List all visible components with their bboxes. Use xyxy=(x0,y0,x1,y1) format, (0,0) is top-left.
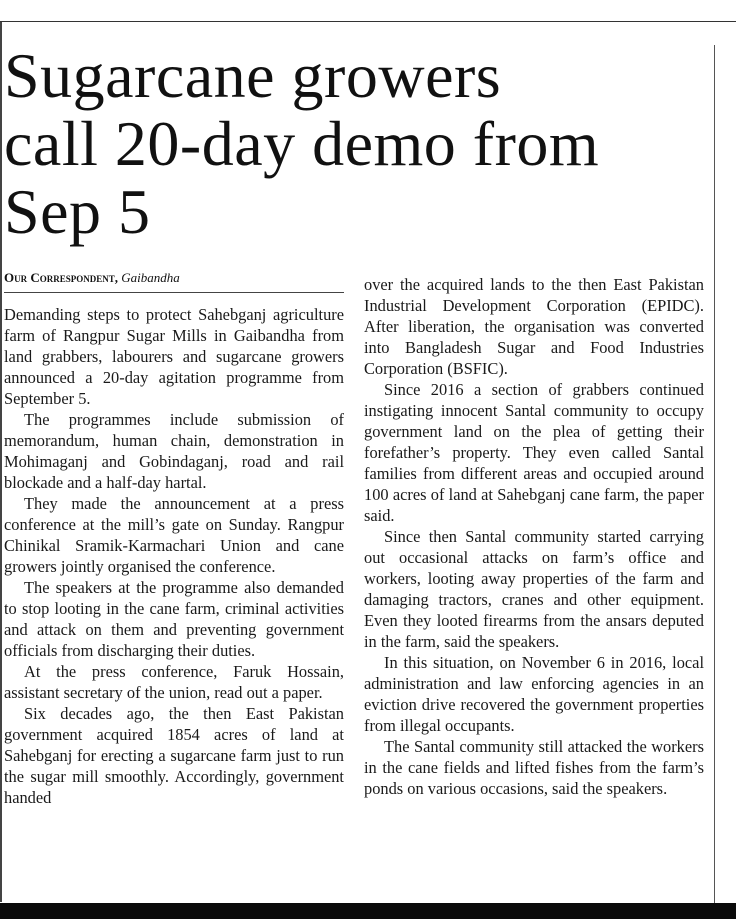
article-column-left xyxy=(4,304,344,808)
paragraph: The Santal community still attacked the workers in the cane fields and lifted fishes from the farm’s ponds on various occasions, said the speakers. xyxy=(364,737,704,798)
paragraph: In this situation, on November 6 in 2016, local administration and law enforcing agencies in an eviction drive recovered the government properties from illegal occupants. xyxy=(364,653,704,735)
paragraph: Since 2016 a section of grabbers continued instigating innocent Santal community to occupy government land on the plea of getting their forefather’s property. They even called Santal families from different areas and occupied around 100 acres of land at Sahebganj cane farm, the paper said. xyxy=(364,380,704,525)
paragraph: The programmes include submission of memorandum, human chain, demonstration in Mohimaganj and Gobindaganj, road and rail blockade and a half-day hartal. xyxy=(4,410,344,492)
paragraph: over the acquired lands to the then East Pakistan Industrial Development Corporation (EPIDC). After liberation, the organisation was converted into Bangladesh Sugar and Food Industries Corporation (BSFIC). xyxy=(364,275,704,378)
headline: Sugarcane growers call 20-day demo from Sep 5 xyxy=(4,40,600,247)
top-rule xyxy=(0,21,736,22)
left-edge-rule xyxy=(0,22,2,902)
paragraph: Demanding steps to protect Sahebganj agriculture farm of Rangpur Sugar Mills in Gaibandha from land grabbers, labourers and sugarcane growers announced a 20-day agitation programme from September 5. xyxy=(4,305,344,408)
byline-place: Gaibandha xyxy=(121,270,180,285)
byline-correspondent: Our Correspondent, xyxy=(4,270,119,285)
byline xyxy=(4,270,344,293)
bottom-bar xyxy=(0,903,736,919)
article-column-right xyxy=(364,274,704,799)
paragraph: Six decades ago, the then East Pakistan government acquired 1854 acres of land at Sahebganj for erecting a sugarcane farm just to run the sugar mill smoothly. Accordingly, government handed xyxy=(4,704,344,807)
paragraph: At the press conference, Faruk Hossain, assistant secretary of the union, read out a paper. xyxy=(4,662,344,702)
paragraph: They made the announcement at a press conference at the mill’s gate on Sunday. Rangpur Chinikal Sramik-Karmachari Union and cane growers jointly organised the conference. xyxy=(4,494,344,576)
paragraph: Since then Santal community started carrying out occasional attacks on farm’s office and workers, looting away properties of the farm and damaging tractors, cranes and other equipment. Even they looted firearms from the ansars deputed in the farm, said the speakers. xyxy=(364,527,704,651)
column-rule xyxy=(714,45,715,905)
paragraph: The speakers at the programme also demanded to stop looting in the cane farm, criminal activities and attack on them and preventing government officials from discharging their duties. xyxy=(4,578,344,660)
